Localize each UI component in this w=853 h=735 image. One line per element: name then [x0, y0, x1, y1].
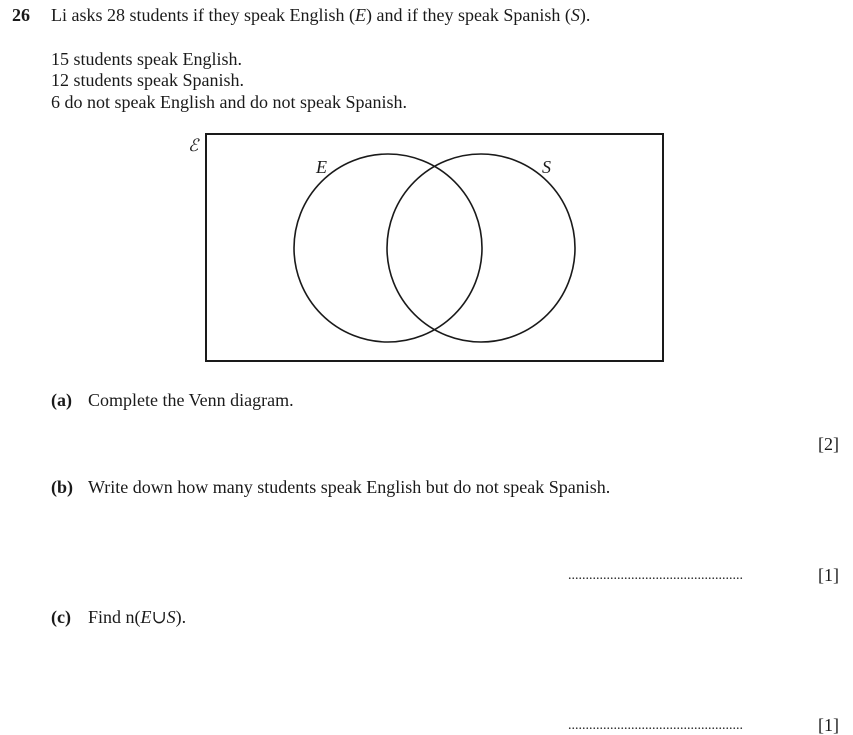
part-a-marks: [2] [818, 434, 839, 454]
part-c-text-pre: Find n( [88, 607, 141, 627]
stem-e: E [354, 5, 366, 25]
part-c-e: E [140, 607, 152, 627]
set-s-circle [387, 154, 575, 342]
part-c-text-post: ). [175, 607, 187, 627]
part-c-s: S [166, 607, 176, 627]
universal-set-box [206, 134, 663, 361]
stem-s: S [570, 5, 580, 25]
universal-set-symbol: ℰ [188, 136, 199, 155]
info-neither: 6 do not speak English and do not speak Spanish. [51, 92, 407, 112]
part-c-marks: [1] [818, 715, 839, 735]
question-stem [51, 6, 590, 24]
part-c-union: ∪ [151, 607, 167, 627]
stem-post: ). [579, 5, 591, 25]
info-spanish: 12 students speak Spanish. [51, 70, 244, 90]
info-english: 15 students speak English. [51, 49, 242, 69]
part-b-answer-line[interactable]: .................................................. [568, 568, 743, 583]
part-b-label: (b) [51, 477, 73, 497]
part-a-text: Complete the Venn diagram. [88, 390, 294, 410]
part-c-answer-line[interactable]: .................................................. [568, 718, 743, 733]
part-b-text: Write down how many students speak English but do not speak Spanish. [88, 477, 611, 497]
stem-pre: Li asks 28 students if they speak English ( [51, 5, 355, 25]
part-c-text [88, 608, 186, 626]
stem-mid: ) and if they speak Spanish ( [365, 5, 571, 25]
part-a-label: (a) [51, 390, 72, 410]
set-e-circle [294, 154, 482, 342]
part-c-label: (c) [51, 607, 71, 627]
part-b-marks: [1] [818, 565, 839, 585]
venn-diagram [185, 130, 675, 370]
set-e-label: E [316, 157, 327, 177]
set-s-label: S [542, 157, 551, 177]
question-number: 26 [12, 5, 30, 25]
